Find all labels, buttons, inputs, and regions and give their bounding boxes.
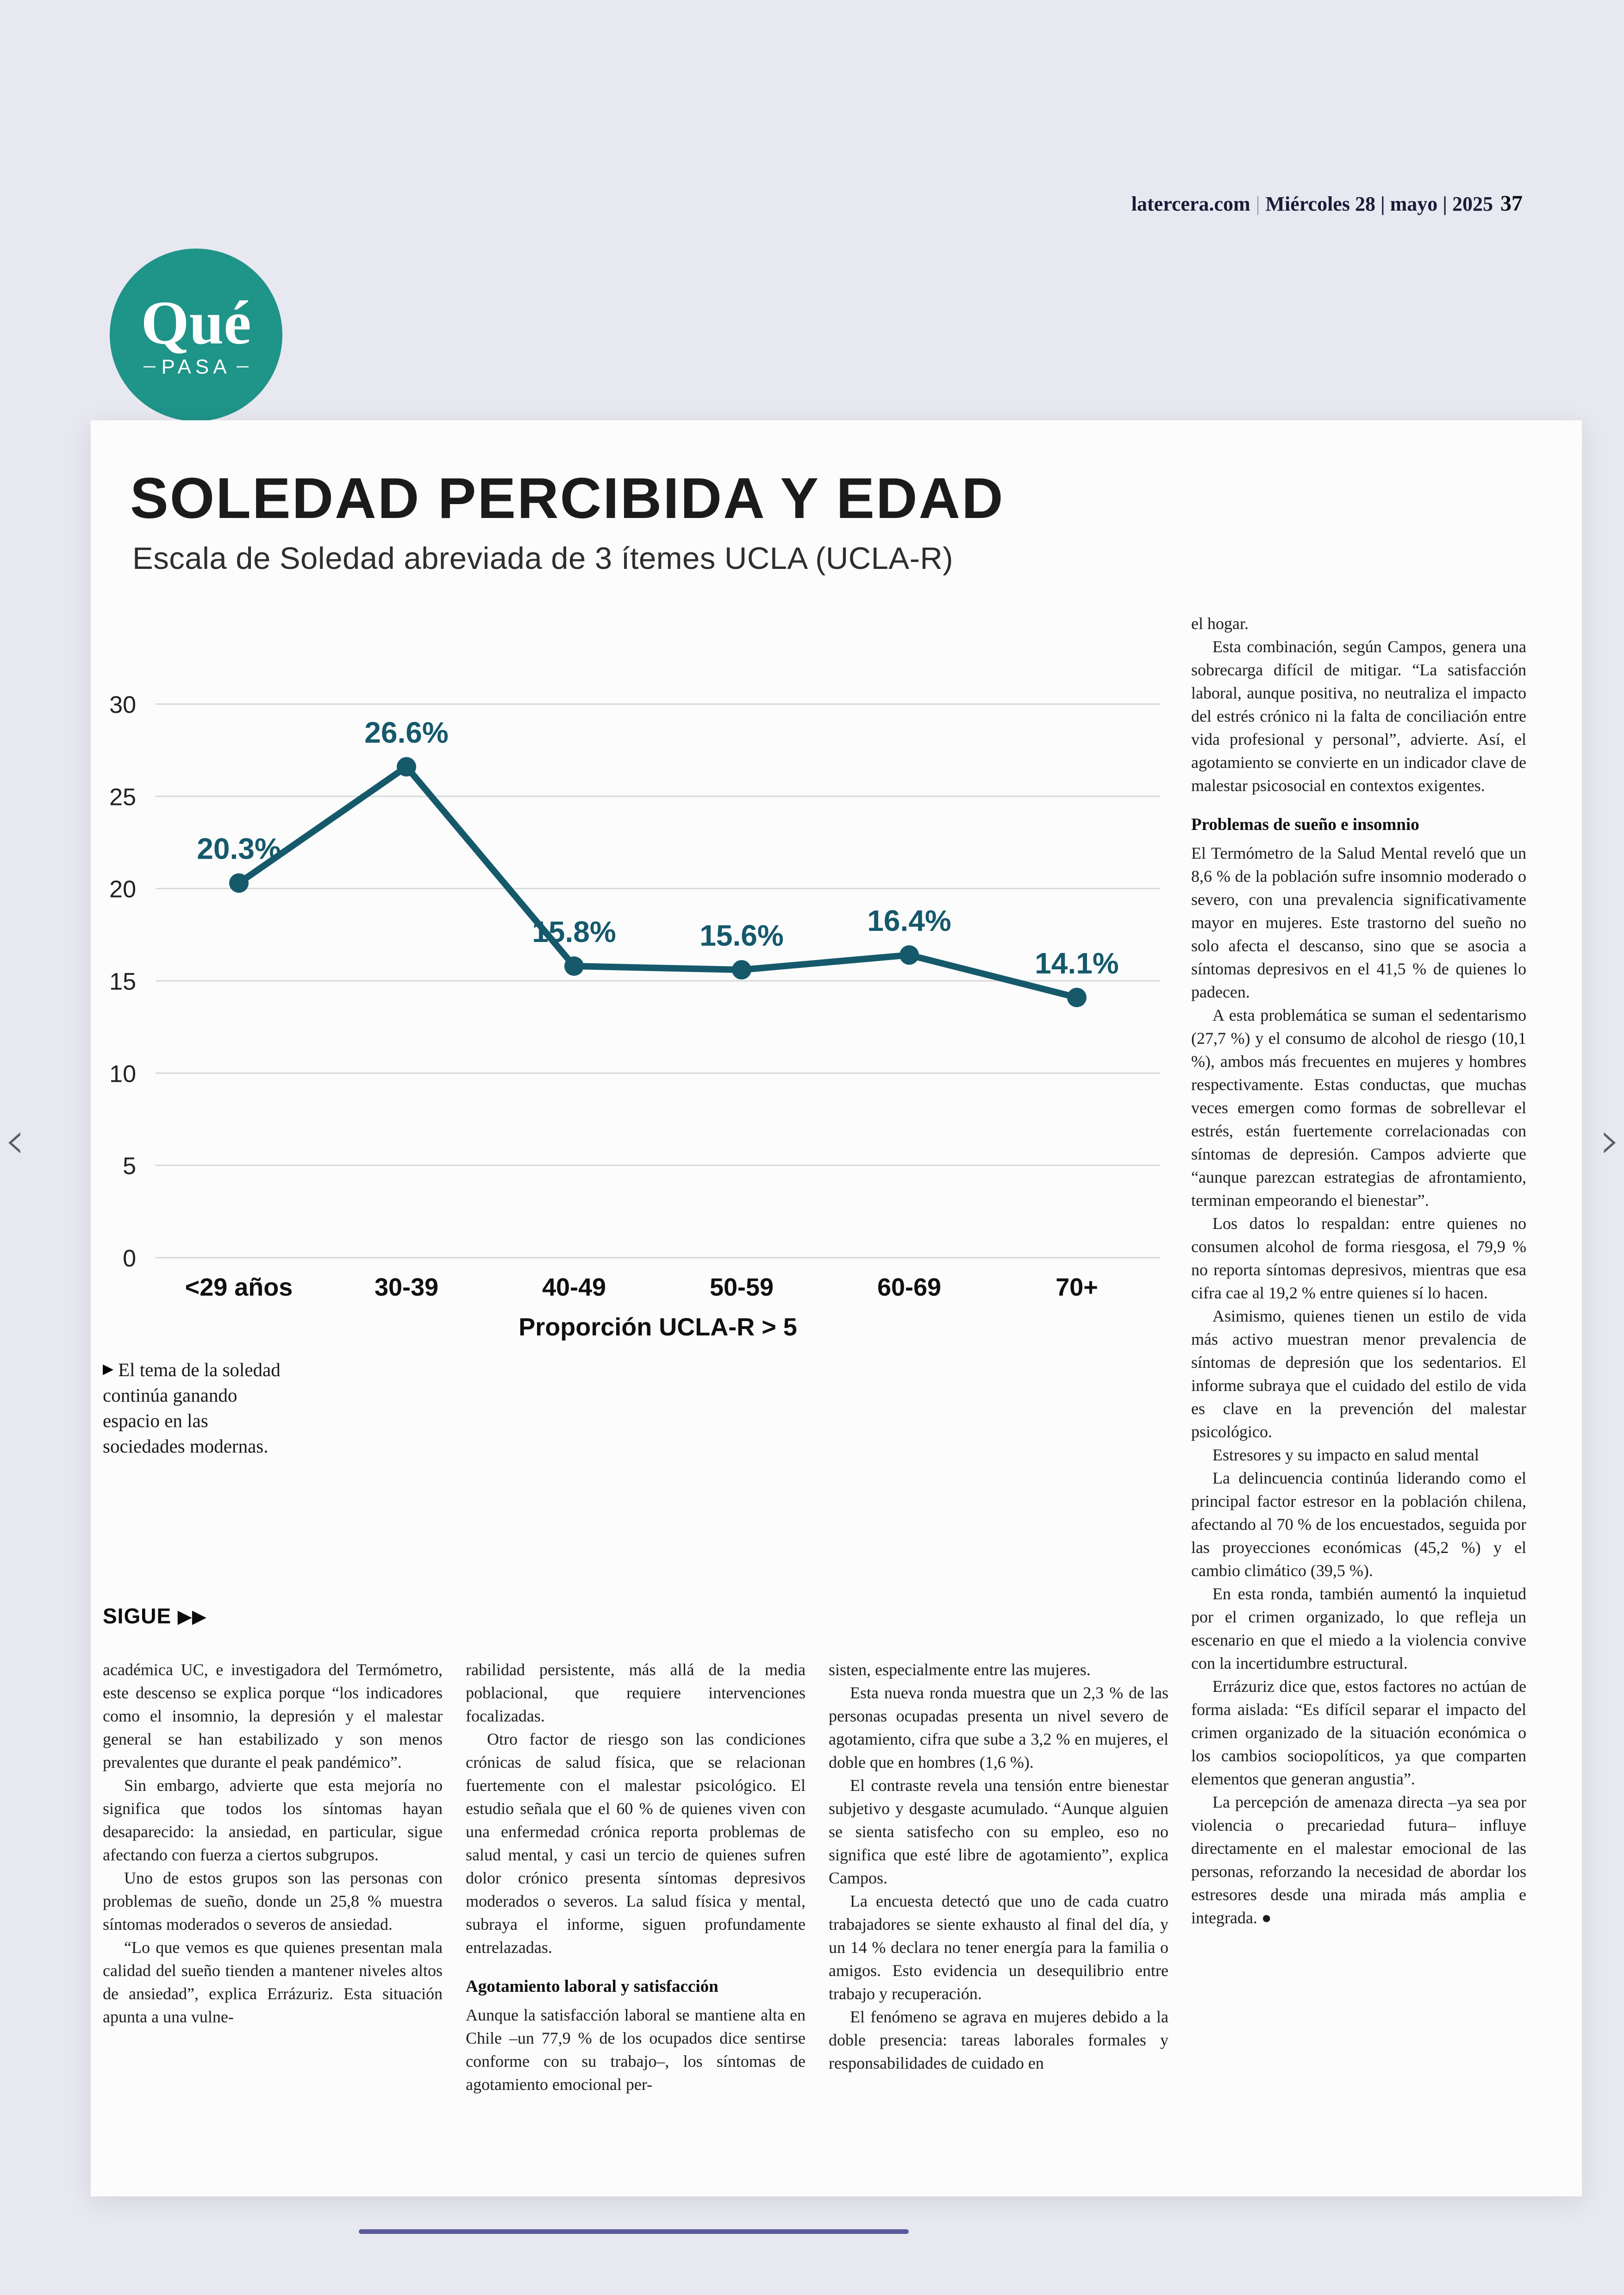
chart-caption	[103, 1356, 286, 1459]
paragraph: Estresores y su impacto en salud mental	[1212, 1446, 1479, 1464]
svg-text:30-39: 30-39	[374, 1273, 439, 1301]
quepasa-logo	[110, 249, 282, 421]
paragraph: El Termómetro de la Salud Mental reveló que un 8,6 % de la población sufre insomnio moderado o severo, con una prevalencia significativamente mayor en mujeres. Este trastorno del sueño no solo afecta el descanso, sino que se asocia a síntomas depresivos en el 41,5 % de quienes lo padecen.	[1191, 844, 1526, 1001]
paragraph: El contraste revela una tensión entre bienestar subjetivo y desgaste acumulado. “Aunque alguien se sienta satisfecho con su empleo, eso no significa que esté libre de agotamiento”, explica Campos.	[829, 1776, 1168, 1887]
svg-text:30: 30	[109, 692, 136, 718]
prev-page-button[interactable]	[5, 1110, 25, 1170]
caption-text: El tema de la soledad continúa ganando espacio en las sociedades modernas.	[103, 1359, 281, 1457]
svg-text:<29 años: <29 años	[185, 1273, 293, 1301]
text-column-1	[103, 1658, 443, 2028]
svg-text:40-49: 40-49	[542, 1273, 606, 1301]
logo-rule-left	[144, 366, 156, 368]
loneliness-line-chart	[91, 670, 1211, 1355]
logo-word-pasa: PASA	[161, 355, 231, 378]
paragraph: sisten, especialmente entre las mujeres.	[829, 1660, 1091, 1679]
chevron-left-icon: ‹	[5, 1110, 25, 1170]
paragraph: Errázuriz dice que, estos factores no actúan de forma aislada: “Es difícil separar el impacto del crimen organizado de la situación económica o los cambios sociopolíticos, ya que comparten elementos que generan angustia”.	[1191, 1677, 1526, 1788]
svg-text:0: 0	[123, 1245, 136, 1272]
svg-text:60-69: 60-69	[877, 1273, 942, 1301]
masthead-date: Miércoles 28 | mayo | 2025	[1265, 193, 1493, 215]
sigue-arrows-icon: ▶▶	[178, 1607, 207, 1627]
svg-text:16.4%: 16.4%	[867, 904, 951, 938]
svg-text:20.3%: 20.3%	[197, 832, 281, 866]
svg-text:15.6%: 15.6%	[700, 919, 784, 953]
text-column-3	[829, 1658, 1168, 2075]
next-page-button[interactable]	[1600, 1110, 1620, 1170]
paragraph: Sin embargo, advierte que esta mejoría no significa que todos los síntomas hayan desaparecido: la ansiedad, en particular, sigue afectando con fuerza a ciertos subgrupos.	[103, 1776, 443, 1864]
paragraph: Esta nueva ronda muestra que un 2,3 % de las personas ocupadas presenta un nivel severo de agotamiento, cifra que sube a 3,2 % en mujeres, el doble que en hombres (1,6 %).	[829, 1684, 1168, 1771]
page-scrollbar[interactable]	[359, 2229, 909, 2234]
paragraph: el hogar.	[1191, 614, 1249, 633]
caption-arrow-icon: ▶	[103, 1361, 114, 1377]
paragraph: Otro factor de riesgo son las condiciones crónicas de salud física, que se relacionan fuertemente con el malestar psicológico. El estudio señala que el 60 % de quienes viven con una enfermedad crónica reporta problemas de salud mental, y casi un tercio de quienes sufren dolor crónico presenta síntomas depresivos moderados o severos. La salud física y mental, subraya el informe, siguen profundamente entrelazadas.	[466, 1730, 806, 1957]
logo-word-pasa-row	[144, 355, 248, 379]
logo-rule-right	[237, 366, 249, 368]
line-chart-svg	[91, 670, 1211, 1355]
svg-text:5: 5	[123, 1153, 136, 1180]
masthead-site: latercera.com	[1131, 193, 1250, 215]
paragraph: El fenómeno se agrava en mujeres debido a la doble presencia: tareas laborales formales y responsabilidades de cuidado en	[829, 2008, 1168, 2072]
svg-text:20: 20	[109, 876, 136, 903]
svg-text:26.6%: 26.6%	[364, 716, 449, 749]
svg-text:Proporción UCLA-R > 5: Proporción UCLA-R > 5	[518, 1313, 797, 1341]
paragraph: Esta combinación, según Campos, genera una sobrecarga difícil de mitigar. “La satisfacción laboral, aunque positiva, no neutraliza el impacto del estrés crónico ni la falta de conciliación entre vida profesional y personal”, advierte. Así, el agotamiento se convierte en un indicador clave de malestar psicosocial en contextos exigentes.	[1191, 637, 1526, 795]
svg-text:15.8%: 15.8%	[532, 915, 616, 949]
paragraph: “Lo que vemos es que quienes presentan mala calidad del sueño tienden a mantener niveles altos de ansiedad”, explica Errázuriz. Esta situación apunta a una vulne-	[103, 1938, 443, 2026]
section-heading: Agotamiento laboral y satisfacción	[466, 1977, 718, 1996]
svg-text:70+: 70+	[1056, 1273, 1098, 1301]
masthead-separator: |	[1255, 193, 1260, 215]
section-heading: Problemas de sueño e insomnio	[1191, 815, 1419, 834]
logo-word-que: Qué	[141, 288, 251, 357]
paragraph: rabilidad persistente, más allá de la media poblacional, que requiere intervenciones focalizadas.	[466, 1660, 806, 1725]
paragraph: En esta ronda, también aumentó la inquietud por el crimen organizado, lo que refleja un escenario en que el miedo a la violencia convive con la incertidumbre estructural.	[1191, 1584, 1526, 1672]
newspaper-page	[91, 420, 1582, 2196]
article-subtitle: Escala de Soledad abreviada de 3 ítemes UCLA (UCLA-R)	[132, 541, 954, 576]
paragraph: La percepción de amenaza directa –ya sea por violencia o precariedad futura– influye directamente en el malestar emocional de las personas, reforzando la necesidad de abordar los estresores desde una mirada más amplia e integrada. ●	[1191, 1793, 1526, 1927]
svg-text:25: 25	[109, 784, 136, 811]
text-column-2	[466, 1658, 806, 2096]
page-number: 37	[1500, 191, 1523, 216]
paragraph: Uno de estos grupos son las personas con problemas de sueño, donde un 25,8 % muestra síntomas moderados o severos de ansiedad.	[103, 1869, 443, 1933]
article-title: SOLEDAD PERCIBIDA Y EDAD	[130, 467, 1005, 530]
text-column-4	[1191, 612, 1526, 1929]
paragraph: Aunque la satisfacción laboral se mantiene alta en Chile –un 77,9 % de los ocupados dice sentirse conforme con su trabajo–, los síntomas de agotamiento emocional per-	[466, 2006, 806, 2094]
paragraph: La encuesta detectó que uno de cada cuatro trabajadores se siente exhausto al final del día, y un 14 % declara no tener energía para la familia o amigos. Esto evidencia un desequilibrio entre trabajo y recuperación.	[829, 1892, 1168, 2003]
chevron-right-icon: ›	[1600, 1110, 1620, 1170]
paragraph: Los datos lo respaldan: entre quienes no consumen alcohol de forma riesgosa, el 79,9 % no reporta síntomas depresivos, mientras que esa cifra cae al 19,2 % entre quienes sí lo hacen.	[1191, 1214, 1526, 1302]
sigue-label: SIGUE	[103, 1604, 172, 1628]
masthead	[1131, 191, 1523, 216]
paragraph: La delincuencia continúa liderando como el principal factor estresor en la población chilena, afectando al 70 % de los encuestados, seguida por las proyecciones económicas (45,2 %) y el cambio climático (39,5 %).	[1191, 1469, 1526, 1580]
svg-text:10: 10	[109, 1060, 136, 1088]
paragraph: académica UC, e investigadora del Termómetro, este descenso se explica porque “los indicadores como el insomnio, la depresión y el malestar general se han estabilizado y son menos prevalentes que durante el peak pandémico”.	[103, 1660, 443, 1771]
paragraph: Asimismo, quienes tienen un estilo de vida más activo muestran menor prevalencia de síntomas de depresión que los sedentarios. El informe subraya que el cuidado del estilo de vida es clave en la prevención del malestar psicológico.	[1191, 1307, 1526, 1441]
svg-text:15: 15	[109, 968, 136, 995]
svg-text:50-59: 50-59	[709, 1273, 774, 1301]
sigue-marker	[103, 1603, 207, 1628]
paragraph: A esta problemática se suman el sedentarismo (27,7 %) y el consumo de alcohol de riesgo (10,1 %), ambos más frecuentes en mujeres y hombres respectivamente. Estas conductas, que muchas veces emergen como formas de sobrellevar el estrés, están fuertemente correlacionadas con síntomas de depresión. Campos advierte que “aunque parezcan estrategias de afrontamiento, terminan empeorando el bienestar”.	[1191, 1006, 1526, 1210]
svg-text:14.1%: 14.1%	[1035, 946, 1119, 980]
